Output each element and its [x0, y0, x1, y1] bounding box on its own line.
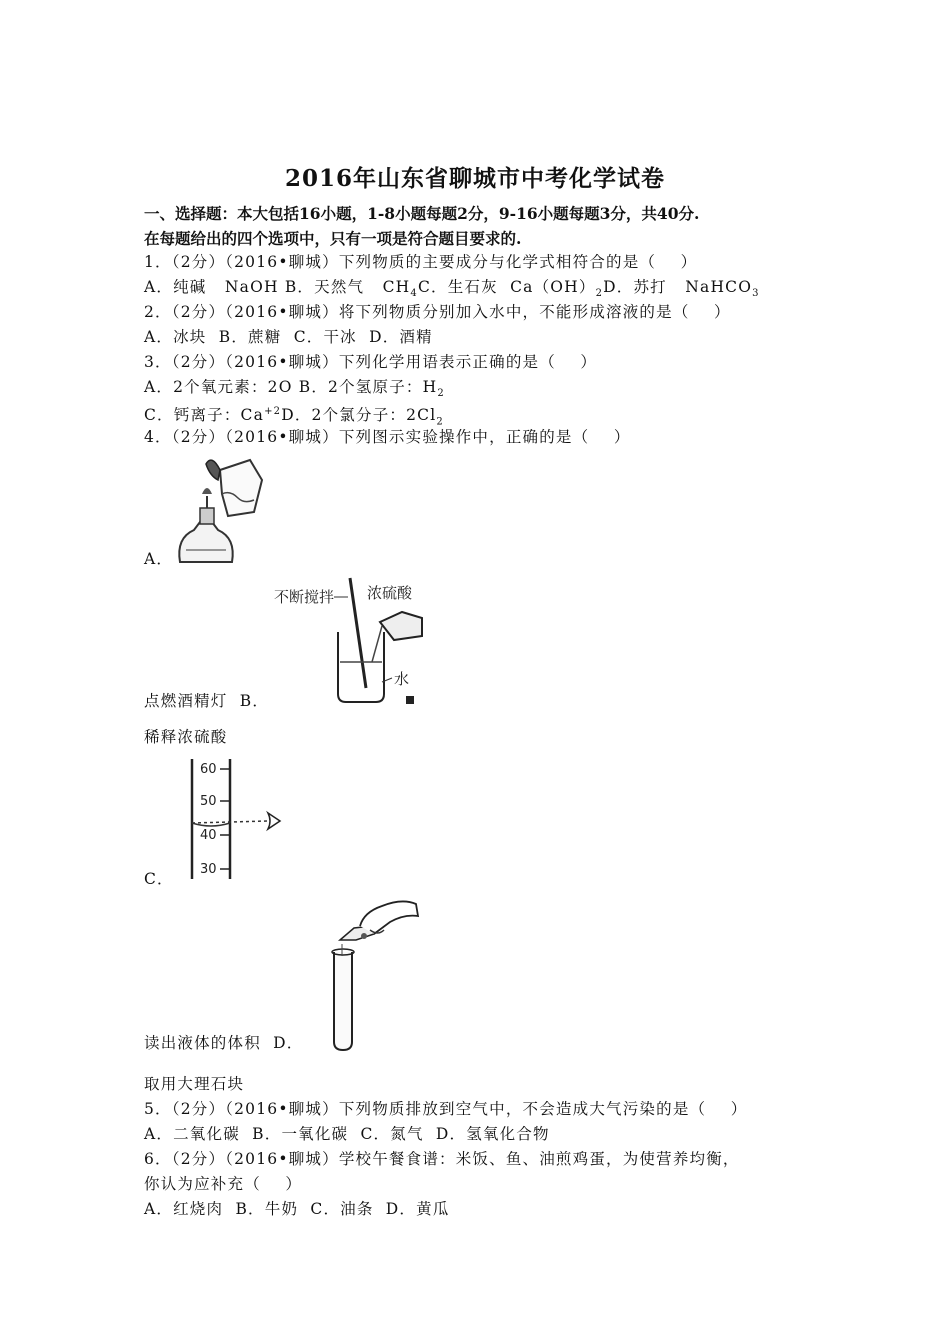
question-3-options-ab: A．2个氧元素：2O B．2个氢原子：$H_2$	[144, 378, 445, 400]
tick-30: 30	[200, 862, 217, 877]
question-6-options: A．红烧肉 B．牛奶 C．油条 D．黄瓜	[144, 1200, 450, 1218]
figure-alcohol-lamp	[172, 450, 272, 565]
page-title: 2016年山东省聊城市中考化学试卷	[284, 165, 665, 192]
tick-60: 60	[200, 762, 217, 777]
section-heading-line1: 一、选择题：本大包括16小题，1-8小题每题2分，9-16小题每题3分，共40分.	[144, 204, 700, 223]
option-b-caption: 稀释浓硫酸	[144, 728, 228, 746]
question-5-stem: 5．（2分）（2016•聊城）下列物质排放到空气中，不会造成大气污染的是（ ）	[144, 1100, 748, 1118]
question-1-stem: 1．（2分）（2016•聊城）下列物质的主要成分与化学式相符合的是（ ）	[144, 253, 698, 271]
option-a-label: A．	[144, 550, 174, 568]
option-a-caption-and-b-label: 点燃酒精灯 B．	[144, 692, 270, 710]
question-3-options-cd: C．钙离子：$Ca^{+2}D$．2个氯分子：$2Cl_2$	[144, 406, 444, 428]
option-d-caption: 取用大理石块	[144, 1075, 245, 1093]
question-4-stem: 4．（2分）（2016•聊城）下列图示实验操作中，正确的是（ ）	[144, 428, 631, 446]
section-heading-line2: 在每题给出的四个选项中，只有一项是符合题目要求的.	[144, 229, 522, 248]
label-stirring: 不断搅拌	[274, 588, 335, 606]
question-1-options: A．纯碱 NaOH B．天然气 $CH_4C$．生石灰 $Ca(OH)_2D$．苏打 NaHCO$_3$	[144, 278, 760, 300]
tick-40: 40	[200, 828, 217, 843]
tick-50: 50	[200, 794, 217, 809]
question-5-options: A．二氧化碳 B．一氧化碳 C．氮气 D．氢氧化合物	[144, 1125, 550, 1143]
option-c-label: C．	[144, 870, 174, 888]
question-3-stem: 3．（2分）（2016•聊城）下列化学用语表示正确的是（ ）	[144, 353, 598, 371]
question-2-options: A．冰块 B．蔗糖 C．干冰 D．酒精	[144, 328, 433, 346]
option-c-caption-and-d-label: 读出液体的体积 D．	[144, 1034, 304, 1052]
question-2-stem: 2．（2分）（2016•聊城）将下列物质分别加入水中，不能形成溶液的是（ ）	[144, 303, 731, 321]
label-concentrated-acid: 浓硫酸	[367, 584, 413, 602]
figure-graduated-cylinder	[186, 757, 286, 882]
question-6-stem-line1: 6．（2分）（2016•聊城）学校午餐食谱：米饭、鱼、油煎鸡蛋，为使营养均衡，	[144, 1150, 740, 1168]
figure-dilute-sulfuric-acid	[272, 570, 432, 710]
figure-test-tube-marble	[312, 890, 427, 1055]
label-water: 水	[394, 670, 410, 688]
question-6-stem-line2: 你认为应补充（ ）	[144, 1175, 303, 1193]
